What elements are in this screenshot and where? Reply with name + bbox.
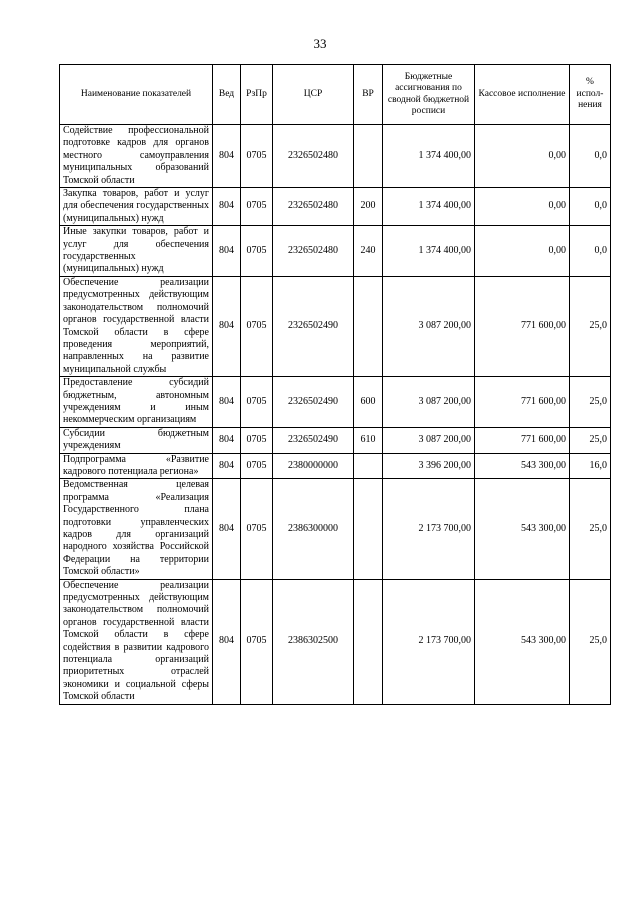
- table-body: [60, 125, 611, 705]
- header-budget: Бюджетные ассигнования по сводной бюджетной росписи: [383, 65, 475, 125]
- table-row: [60, 276, 611, 376]
- row-csr: 2386302500: [273, 579, 354, 704]
- row-rzpr: 0705: [241, 427, 273, 453]
- row-ved: 804: [213, 453, 241, 479]
- row-cash: 771 600,00: [475, 276, 570, 376]
- row-percent: 16,0: [570, 453, 611, 479]
- header-percent: % испол-нения: [570, 65, 611, 125]
- header-name: Наименование показателей: [60, 65, 213, 125]
- row-vr: [354, 125, 383, 188]
- row-csr: 2380000000: [273, 453, 354, 479]
- row-budget: 1 374 400,00: [383, 125, 475, 188]
- header-ved: Вед: [213, 65, 241, 125]
- row-ved: 804: [213, 377, 241, 428]
- row-vr: [354, 479, 383, 579]
- table-row: [60, 479, 611, 579]
- row-budget: 2 173 700,00: [383, 479, 475, 579]
- row-rzpr: 0705: [241, 479, 273, 579]
- row-vr: 240: [354, 226, 383, 277]
- budget-table: [59, 64, 611, 705]
- row-percent: 0,0: [570, 125, 611, 188]
- row-percent: 25,0: [570, 579, 611, 704]
- header-vr: ВР: [354, 65, 383, 125]
- row-csr: 2326502490: [273, 276, 354, 376]
- row-vr: [354, 579, 383, 704]
- row-name: Субсидии бюджетным учреждениям: [60, 427, 213, 453]
- row-cash: 543 300,00: [475, 479, 570, 579]
- row-budget: 3 087 200,00: [383, 427, 475, 453]
- row-cash: 771 600,00: [475, 427, 570, 453]
- row-budget: 3 396 200,00: [383, 453, 475, 479]
- row-vr: 600: [354, 377, 383, 428]
- page-number: 33: [313, 36, 327, 51]
- table-row: [60, 125, 611, 188]
- row-csr: 2326502490: [273, 427, 354, 453]
- row-cash: 0,00: [475, 125, 570, 188]
- row-rzpr: 0705: [241, 226, 273, 277]
- row-name: Содействие профессиональной подготовке кадров для органов местного самоуправления муниципальных образований Томской области: [60, 125, 213, 188]
- row-rzpr: 0705: [241, 377, 273, 428]
- row-csr: 2326502480: [273, 226, 354, 277]
- row-rzpr: 0705: [241, 125, 273, 188]
- header-csr: ЦСР: [273, 65, 354, 125]
- row-vr: [354, 276, 383, 376]
- row-percent: 25,0: [570, 427, 611, 453]
- row-name: Иные закупки товаров, работ и услуг для обеспечения государственных (муниципальных) нужд: [60, 226, 213, 277]
- row-rzpr: 0705: [241, 276, 273, 376]
- row-ved: 804: [213, 479, 241, 579]
- row-vr: [354, 453, 383, 479]
- row-name: Предоставление субсидий бюджетным, автономным учреждениям и иным некоммерческим организациям: [60, 377, 213, 428]
- row-csr: 2326502490: [273, 377, 354, 428]
- row-percent: 25,0: [570, 479, 611, 579]
- row-name: Ведомственная целевая программа «Реализация Государственного плана подготовки управленческих кадров для организаций народного хозяйства Российской Федерации на территории Томской области»: [60, 479, 213, 579]
- table-row: [60, 226, 611, 277]
- header-cash: Кассовое исполнение: [475, 65, 570, 125]
- row-cash: 0,00: [475, 188, 570, 226]
- row-cash: 543 300,00: [475, 453, 570, 479]
- row-ved: 804: [213, 125, 241, 188]
- header-rzpr: РзПр: [241, 65, 273, 125]
- row-percent: 25,0: [570, 377, 611, 428]
- row-percent: 0,0: [570, 226, 611, 277]
- row-name: Обеспечение реализации предусмотренных действующим законодательством полномочий органов государственной власти Томской области в сфере содействия в развитии кадрового потенциала организаций приоритетных отраслей экономики и социальной сферы Томской области: [60, 579, 213, 704]
- row-rzpr: 0705: [241, 453, 273, 479]
- row-budget: 2 173 700,00: [383, 579, 475, 704]
- row-csr: 2386300000: [273, 479, 354, 579]
- row-name: Подпрограмма «Развитие кадрового потенциала региона»: [60, 453, 213, 479]
- row-csr: 2326502480: [273, 188, 354, 226]
- row-percent: 0,0: [570, 188, 611, 226]
- row-csr: 2326502480: [273, 125, 354, 188]
- row-budget: 3 087 200,00: [383, 377, 475, 428]
- row-vr: 200: [354, 188, 383, 226]
- row-vr: 610: [354, 427, 383, 453]
- row-cash: 0,00: [475, 226, 570, 277]
- row-rzpr: 0705: [241, 188, 273, 226]
- row-ved: 804: [213, 276, 241, 376]
- row-ved: 804: [213, 188, 241, 226]
- row-budget: 3 087 200,00: [383, 276, 475, 376]
- row-cash: 543 300,00: [475, 579, 570, 704]
- table-row: [60, 377, 611, 428]
- row-name: Закупка товаров, работ и услуг для обеспечения государственных (муниципальных) нужд: [60, 188, 213, 226]
- row-ved: 804: [213, 579, 241, 704]
- row-rzpr: 0705: [241, 579, 273, 704]
- row-percent: 25,0: [570, 276, 611, 376]
- row-budget: 1 374 400,00: [383, 226, 475, 277]
- row-budget: 1 374 400,00: [383, 188, 475, 226]
- table-row: [60, 427, 611, 453]
- row-cash: 771 600,00: [475, 377, 570, 428]
- row-ved: 804: [213, 427, 241, 453]
- table-row: [60, 188, 611, 226]
- row-name: Обеспечение реализации предусмотренных действующим законодательством полномочий органов государственной власти Томской области в сфере проведения мероприятий, направленных на развитие муниципальной службы: [60, 276, 213, 376]
- row-ved: 804: [213, 226, 241, 277]
- table-header-row: [60, 65, 611, 125]
- table-row: [60, 579, 611, 704]
- table-row: [60, 453, 611, 479]
